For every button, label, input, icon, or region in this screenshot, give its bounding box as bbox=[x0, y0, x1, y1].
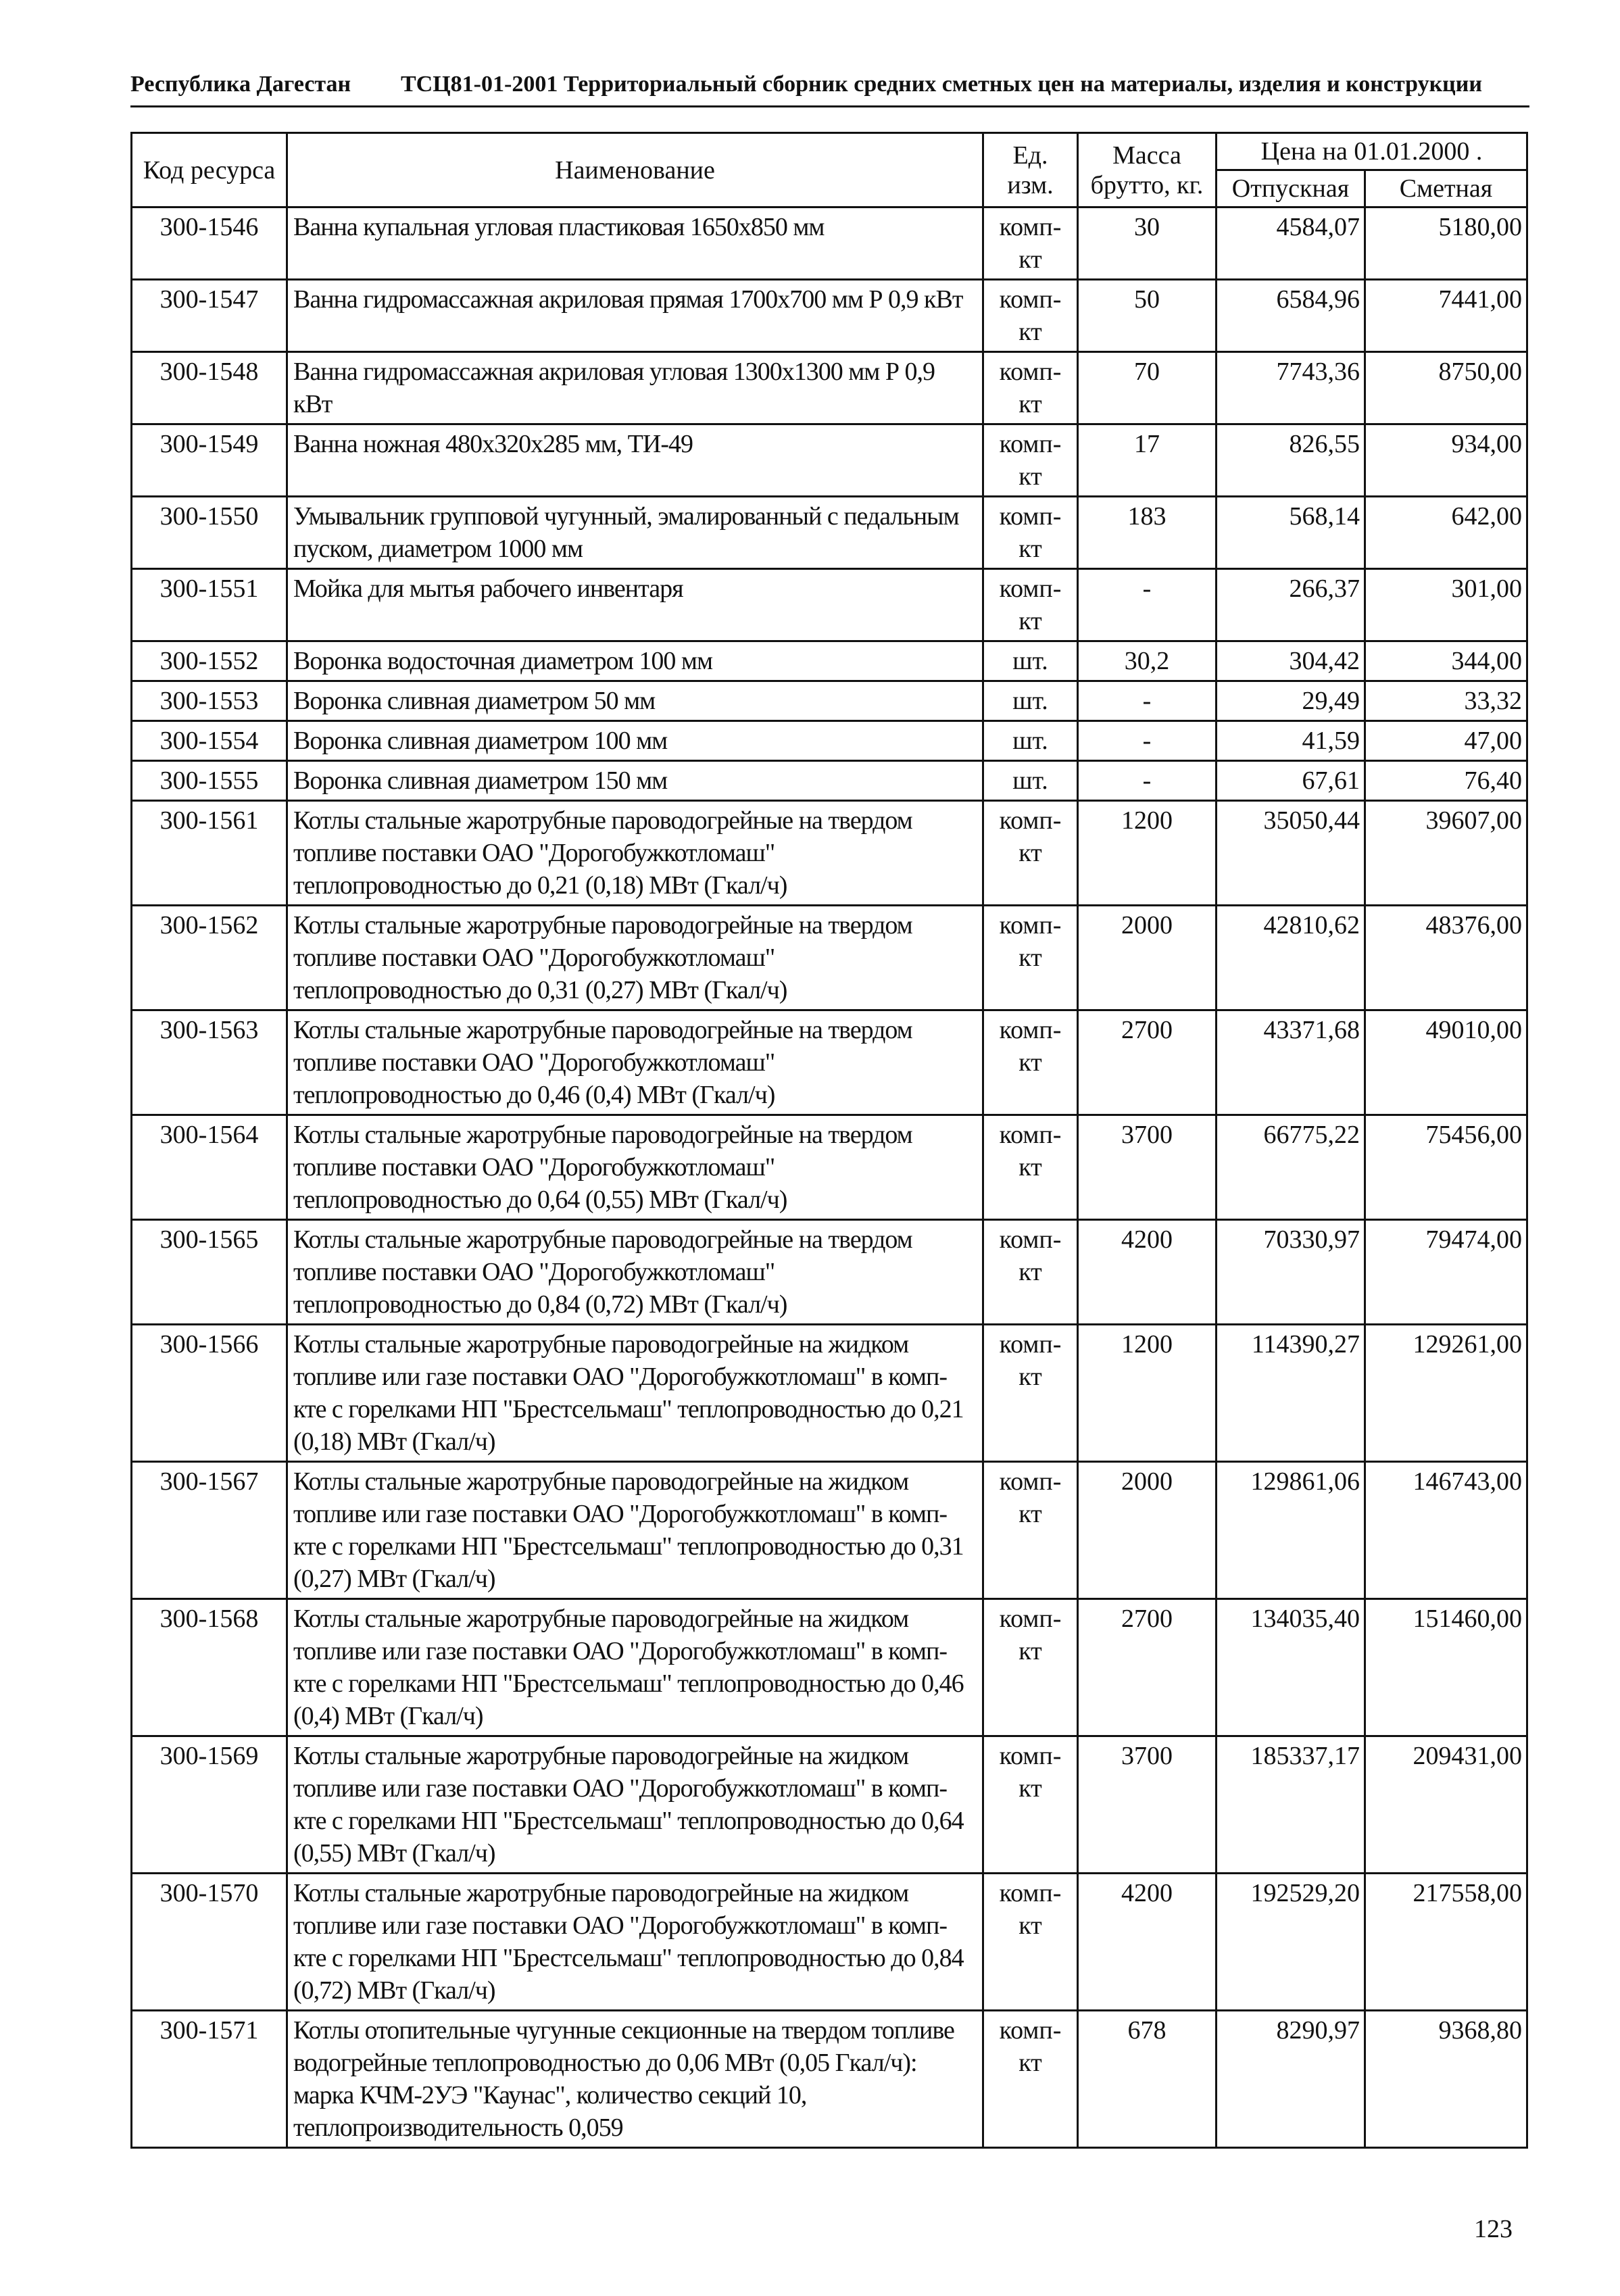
cell-name: Воронка сливная диаметром 100 мм bbox=[287, 721, 983, 761]
cell-code: 300-1566 bbox=[132, 1325, 287, 1462]
cell-estimate-price: 209431,00 bbox=[1365, 1736, 1527, 1874]
cell-unit: комп-кт bbox=[983, 569, 1078, 641]
col-header-price: Цена на 01.01.2000 . bbox=[1217, 133, 1527, 170]
cell-unit: комп-кт bbox=[983, 801, 1078, 906]
cell-code: 300-1547 bbox=[132, 280, 287, 352]
cell-unit: шт. bbox=[983, 761, 1078, 801]
table-row bbox=[132, 1736, 1527, 1874]
cell-estimate-price: 217558,00 bbox=[1365, 1874, 1527, 2011]
cell-name: Ванна ножная 480x320x285 мм, ТИ-49 bbox=[287, 424, 983, 497]
cell-estimate-price: 8750,00 bbox=[1365, 352, 1527, 424]
cell-code: 300-1563 bbox=[132, 1010, 287, 1115]
table-row bbox=[132, 1874, 1527, 2011]
cell-code: 300-1570 bbox=[132, 1874, 287, 2011]
table-row bbox=[132, 569, 1527, 641]
table-row bbox=[132, 641, 1527, 681]
cell-estimate-price: 47,00 bbox=[1365, 721, 1527, 761]
cell-name: Мойка для мытья рабочего инвентаря bbox=[287, 569, 983, 641]
cell-mass: 1200 bbox=[1078, 1325, 1217, 1462]
table-row bbox=[132, 1462, 1527, 1599]
table-row bbox=[132, 2011, 1527, 2148]
cell-release-price: 304,42 bbox=[1217, 641, 1365, 681]
col-header-name: Наименование bbox=[287, 133, 983, 207]
cell-estimate-price: 7441,00 bbox=[1365, 280, 1527, 352]
cell-mass: 4200 bbox=[1078, 1874, 1217, 2011]
table-body bbox=[132, 207, 1527, 2148]
cell-name: Умывальник групповой чугунный, эмалированный с педальным пуском, диаметром 1000 мм bbox=[287, 497, 983, 569]
table-row bbox=[132, 1599, 1527, 1736]
cell-unit: комп-кт bbox=[983, 1220, 1078, 1325]
cell-estimate-price: 151460,00 bbox=[1365, 1599, 1527, 1736]
header-rule bbox=[130, 105, 1529, 107]
cell-release-price: 70330,97 bbox=[1217, 1220, 1365, 1325]
col-header-estimate-price: Сметная bbox=[1365, 170, 1527, 207]
cell-name: Воронка сливная диаметром 150 мм bbox=[287, 761, 983, 801]
cell-estimate-price: 39607,00 bbox=[1365, 801, 1527, 906]
cell-release-price: 568,14 bbox=[1217, 497, 1365, 569]
cell-estimate-price: 48376,00 bbox=[1365, 906, 1527, 1010]
cell-estimate-price: 5180,00 bbox=[1365, 207, 1527, 280]
cell-estimate-price: 79474,00 bbox=[1365, 1220, 1527, 1325]
cell-code: 300-1564 bbox=[132, 1115, 287, 1220]
cell-code: 300-1569 bbox=[132, 1736, 287, 1874]
cell-name: Котлы стальные жаротрубные пароводогрейные на жидком топливе или газе поставки ОАО "Дорогобужкотломаш" в комп-кте с горелками НП "Брестсельмаш" теплопроводностью до 0,46 (0,4) МВт (Гкал/ч) bbox=[287, 1599, 983, 1736]
header-region: Республика Дагестан bbox=[130, 72, 351, 97]
cell-code: 300-1565 bbox=[132, 1220, 287, 1325]
cell-mass: 3700 bbox=[1078, 1115, 1217, 1220]
cell-estimate-price: 33,32 bbox=[1365, 681, 1527, 721]
col-header-unit: Ед. изм. bbox=[983, 133, 1078, 207]
cell-name: Котлы стальные жаротрубные пароводогрейные на жидком топливе или газе поставки ОАО "Дорогобужкотломаш" в комп-кте с горелками НП "Брестсельмаш" теплопроводностью до 0,21 (0,18) МВт (Гкал/ч) bbox=[287, 1325, 983, 1462]
cell-estimate-price: 344,00 bbox=[1365, 641, 1527, 681]
cell-name: Котлы стальные жаротрубные пароводогрейные на жидком топливе или газе поставки ОАО "Дорогобужкотломаш" в комп-кте с горелками НП "Брестсельмаш" теплопроводностью до 0,64 (0,55) МВт (Гкал/ч) bbox=[287, 1736, 983, 1874]
cell-unit: комп-кт bbox=[983, 2011, 1078, 2148]
cell-release-price: 43371,68 bbox=[1217, 1010, 1365, 1115]
table-row bbox=[132, 1220, 1527, 1325]
table-row bbox=[132, 1115, 1527, 1220]
cell-code: 300-1549 bbox=[132, 424, 287, 497]
cell-name: Котлы стальные жаротрубные пароводогрейные на твердом топливе поставки ОАО "Дорогобужкотломаш" теплопроводностью до 0,84 (0,72) МВт (Гкал/ч) bbox=[287, 1220, 983, 1325]
header-collection-title: ТСЦ81-01-2001 Территориальный сборник средних сметных цен на материалы, изделия и конструкции bbox=[401, 72, 1482, 97]
cell-mass: 4200 bbox=[1078, 1220, 1217, 1325]
cell-mass: - bbox=[1078, 569, 1217, 641]
cell-unit: шт. bbox=[983, 681, 1078, 721]
cell-unit: шт. bbox=[983, 641, 1078, 681]
cell-unit: комп-кт bbox=[983, 1874, 1078, 2011]
cell-release-price: 35050,44 bbox=[1217, 801, 1365, 906]
table-row bbox=[132, 497, 1527, 569]
cell-estimate-price: 129261,00 bbox=[1365, 1325, 1527, 1462]
cell-mass: 30,2 bbox=[1078, 641, 1217, 681]
cell-name: Ванна купальная угловая пластиковая 1650x850 мм bbox=[287, 207, 983, 280]
col-header-mass: Масса брутто, кг. bbox=[1078, 133, 1217, 207]
cell-mass: 17 bbox=[1078, 424, 1217, 497]
cell-name: Воронка сливная диаметром 50 мм bbox=[287, 681, 983, 721]
cell-code: 300-1567 bbox=[132, 1462, 287, 1599]
cell-name: Котлы отопительные чугунные секционные на твердом топливе водогрейные теплопроводностью до 0,06 МВт (0,05 Гкал/ч): марка КЧМ-2УЭ "Каунас", количество секций 10, теплопроизводительность 0,059 bbox=[287, 2011, 983, 2148]
cell-mass: 678 bbox=[1078, 2011, 1217, 2148]
cell-estimate-price: 934,00 bbox=[1365, 424, 1527, 497]
table-row bbox=[132, 761, 1527, 801]
cell-code: 300-1550 bbox=[132, 497, 287, 569]
table-row bbox=[132, 1010, 1527, 1115]
table-row bbox=[132, 721, 1527, 761]
cell-mass: 70 bbox=[1078, 352, 1217, 424]
cell-name: Котлы стальные жаротрубные пароводогрейные на твердом топливе поставки ОАО "Дорогобужкотломаш" теплопроводностью до 0,64 (0,55) МВт (Гкал/ч) bbox=[287, 1115, 983, 1220]
cell-mass: 30 bbox=[1078, 207, 1217, 280]
cell-unit: комп-кт bbox=[983, 1010, 1078, 1115]
cell-code: 300-1548 bbox=[132, 352, 287, 424]
cell-name: Котлы стальные жаротрубные пароводогрейные на твердом топливе поставки ОАО "Дорогобужкотломаш" теплопроводностью до 0,31 (0,27) МВт (Гкал/ч) bbox=[287, 906, 983, 1010]
cell-mass: 3700 bbox=[1078, 1736, 1217, 1874]
col-header-code: Код ресурса bbox=[132, 133, 287, 207]
cell-release-price: 114390,27 bbox=[1217, 1325, 1365, 1462]
cell-mass: 50 bbox=[1078, 280, 1217, 352]
cell-estimate-price: 76,40 bbox=[1365, 761, 1527, 801]
cell-code: 300-1552 bbox=[132, 641, 287, 681]
col-header-release-price: Отпускная bbox=[1217, 170, 1365, 207]
cell-estimate-price: 75456,00 bbox=[1365, 1115, 1527, 1220]
cell-mass: 2700 bbox=[1078, 1599, 1217, 1736]
cell-code: 300-1551 bbox=[132, 569, 287, 641]
cell-code: 300-1562 bbox=[132, 906, 287, 1010]
cell-release-price: 266,37 bbox=[1217, 569, 1365, 641]
cell-mass: 2700 bbox=[1078, 1010, 1217, 1115]
cell-mass: 2000 bbox=[1078, 1462, 1217, 1599]
cell-release-price: 41,59 bbox=[1217, 721, 1365, 761]
cell-unit: комп-кт bbox=[983, 497, 1078, 569]
cell-code: 300-1555 bbox=[132, 761, 287, 801]
cell-code: 300-1561 bbox=[132, 801, 287, 906]
page-header bbox=[130, 65, 1529, 99]
cell-unit: комп-кт bbox=[983, 207, 1078, 280]
cell-release-price: 8290,97 bbox=[1217, 2011, 1365, 2148]
cell-release-price: 134035,40 bbox=[1217, 1599, 1365, 1736]
price-table bbox=[130, 132, 1528, 2149]
table-row bbox=[132, 424, 1527, 497]
cell-code: 300-1571 bbox=[132, 2011, 287, 2148]
cell-release-price: 185337,17 bbox=[1217, 1736, 1365, 1874]
cell-mass: - bbox=[1078, 681, 1217, 721]
cell-release-price: 6584,96 bbox=[1217, 280, 1365, 352]
table-row bbox=[132, 801, 1527, 906]
cell-release-price: 42810,62 bbox=[1217, 906, 1365, 1010]
cell-estimate-price: 301,00 bbox=[1365, 569, 1527, 641]
cell-unit: шт. bbox=[983, 721, 1078, 761]
table-row bbox=[132, 352, 1527, 424]
cell-release-price: 67,61 bbox=[1217, 761, 1365, 801]
cell-unit: комп-кт bbox=[983, 906, 1078, 1010]
table-row bbox=[132, 1325, 1527, 1462]
cell-mass: - bbox=[1078, 761, 1217, 801]
cell-release-price: 4584,07 bbox=[1217, 207, 1365, 280]
cell-code: 300-1553 bbox=[132, 681, 287, 721]
cell-estimate-price: 146743,00 bbox=[1365, 1462, 1527, 1599]
cell-estimate-price: 9368,80 bbox=[1365, 2011, 1527, 2148]
cell-code: 300-1554 bbox=[132, 721, 287, 761]
table-row bbox=[132, 906, 1527, 1010]
cell-unit: комп-кт bbox=[983, 1462, 1078, 1599]
cell-mass: - bbox=[1078, 721, 1217, 761]
cell-unit: комп-кт bbox=[983, 1599, 1078, 1736]
cell-unit: комп-кт bbox=[983, 1736, 1078, 1874]
cell-name: Котлы стальные жаротрубные пароводогрейные на твердом топливе поставки ОАО "Дорогобужкотломаш" теплопроводностью до 0,46 (0,4) МВт (Гкал/ч) bbox=[287, 1010, 983, 1115]
cell-mass: 1200 bbox=[1078, 801, 1217, 906]
cell-name: Ванна гидромассажная акриловая прямая 1700x700 мм Р 0,9 кВт bbox=[287, 280, 983, 352]
cell-release-price: 29,49 bbox=[1217, 681, 1365, 721]
table-row bbox=[132, 280, 1527, 352]
cell-mass: 183 bbox=[1078, 497, 1217, 569]
cell-name: Воронка водосточная диаметром 100 мм bbox=[287, 641, 983, 681]
cell-name: Котлы стальные жаротрубные пароводогрейные на жидком топливе или газе поставки ОАО "Дорогобужкотломаш" в комп-кте с горелками НП "Брестсельмаш" теплопроводностью до 0,31 (0,27) МВт (Гкал/ч) bbox=[287, 1462, 983, 1599]
cell-name: Ванна гидромассажная акриловая угловая 1300x1300 мм Р 0,9 кВт bbox=[287, 352, 983, 424]
cell-release-price: 826,55 bbox=[1217, 424, 1365, 497]
table-row bbox=[132, 681, 1527, 721]
cell-estimate-price: 49010,00 bbox=[1365, 1010, 1527, 1115]
cell-release-price: 66775,22 bbox=[1217, 1115, 1365, 1220]
cell-unit: комп-кт bbox=[983, 280, 1078, 352]
page-number: 123 bbox=[1474, 2215, 1513, 2243]
cell-release-price: 129861,06 bbox=[1217, 1462, 1365, 1599]
cell-unit: комп-кт bbox=[983, 352, 1078, 424]
cell-release-price: 7743,36 bbox=[1217, 352, 1365, 424]
cell-mass: 2000 bbox=[1078, 906, 1217, 1010]
cell-unit: комп-кт bbox=[983, 1115, 1078, 1220]
cell-code: 300-1568 bbox=[132, 1599, 287, 1736]
cell-release-price: 192529,20 bbox=[1217, 1874, 1365, 2011]
cell-unit: комп-кт bbox=[983, 424, 1078, 497]
table-row bbox=[132, 207, 1527, 280]
cell-code: 300-1546 bbox=[132, 207, 287, 280]
cell-unit: комп-кт bbox=[983, 1325, 1078, 1462]
cell-name: Котлы стальные жаротрубные пароводогрейные на жидком топливе или газе поставки ОАО "Дорогобужкотломаш" в комп-кте с горелками НП "Брестсельмаш" теплопроводностью до 0,84 (0,72) МВт (Гкал/ч) bbox=[287, 1874, 983, 2011]
cell-estimate-price: 642,00 bbox=[1365, 497, 1527, 569]
cell-name: Котлы стальные жаротрубные пароводогрейные на твердом топливе поставки ОАО "Дорогобужкотломаш" теплопроводностью до 0,21 (0,18) МВт (Гкал/ч) bbox=[287, 801, 983, 906]
